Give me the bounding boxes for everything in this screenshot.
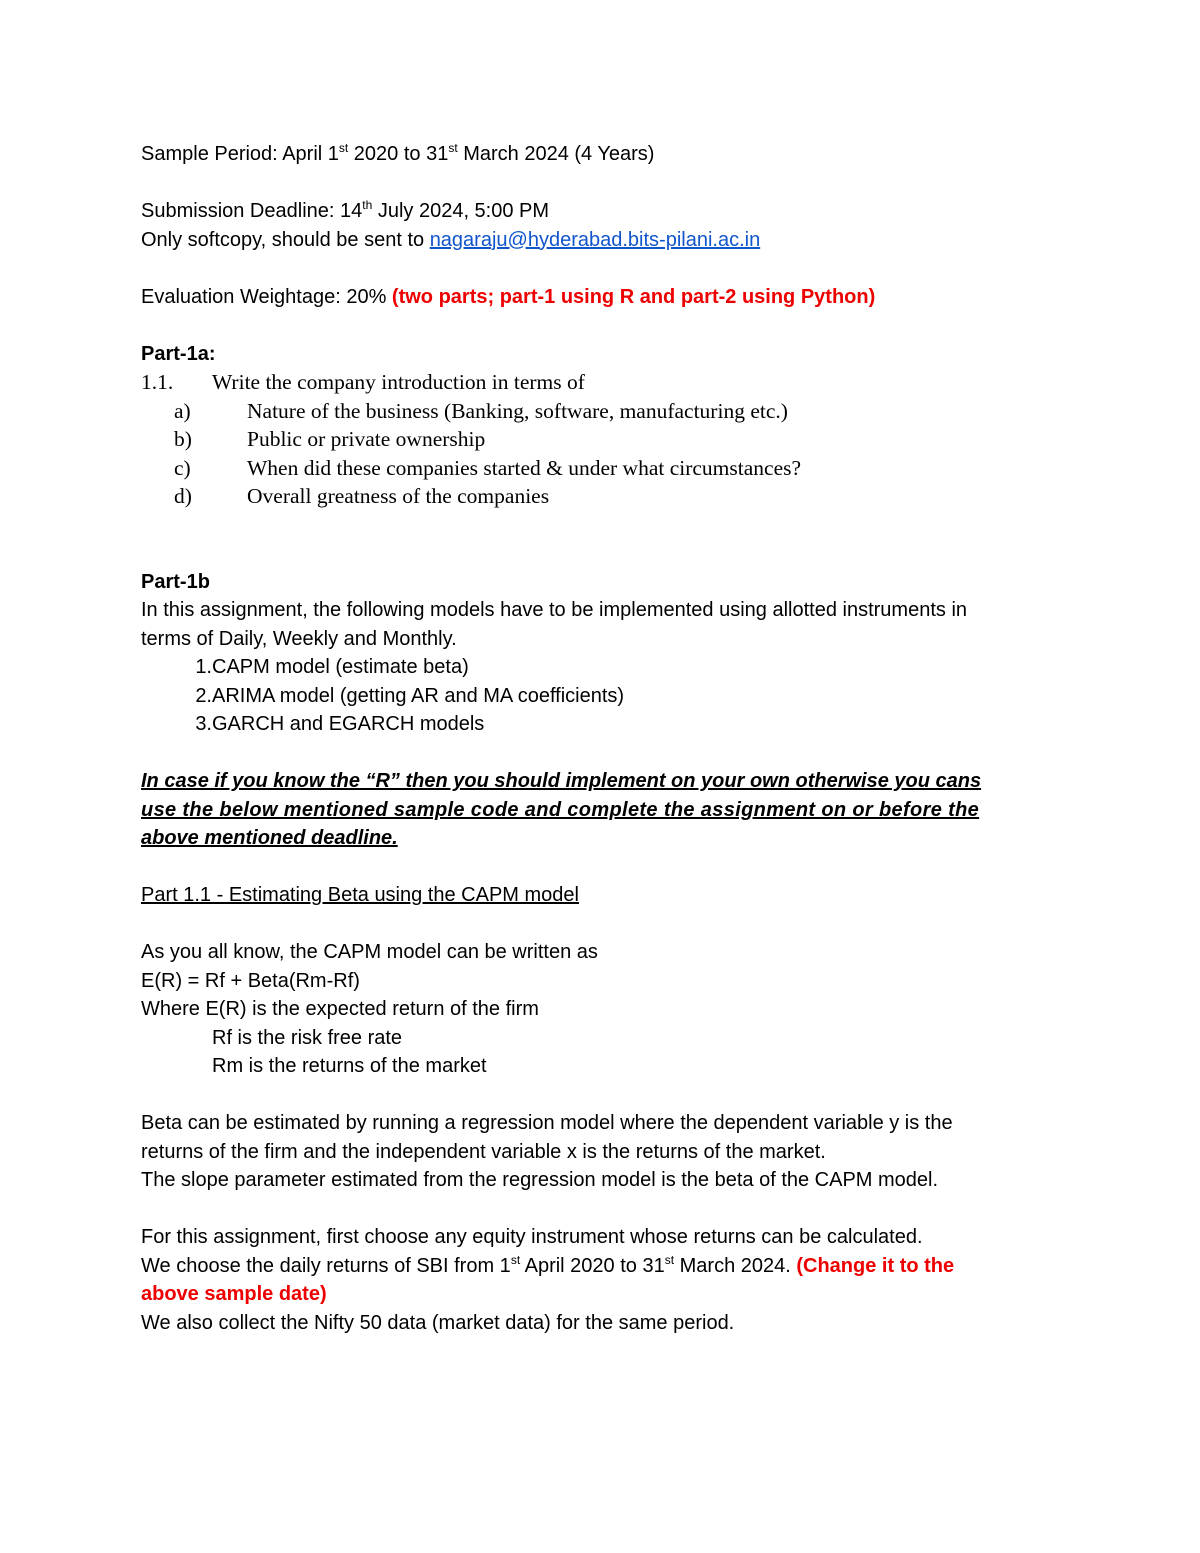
part1a-subitem-d: d) Overall greatness of the companies <box>174 484 550 508</box>
sample-period: Sample Period: April 1st 2020 to 31st March 2024 (4 Years) <box>141 141 655 165</box>
part1b-intro-line2: terms of Daily, Weekly and Monthly. <box>141 627 457 650</box>
capm-where-rm: Rm is the returns of the market <box>212 1055 487 1077</box>
evaluation-weightage: Evaluation Weightage: 20% (two parts; part-1 using R and part-2 using Python) <box>141 285 876 308</box>
list-item: 3. GARCH and EGARCH models <box>195 713 485 735</box>
nifty-line: We also collect the Nifty 50 data (market data) for the same period. <box>141 1311 735 1334</box>
evaluation-highlight: (two parts; part-1 using R and part-2 using Python) <box>391 285 876 308</box>
softcopy-line: Only softcopy, should be sent to nagaraju@hyderabad.bits-pilani.ac.in <box>141 228 761 251</box>
list-item: 1. CAPM model (estimate beta) <box>195 656 469 678</box>
instruction-note: In case if you know the “R” then you should implement on your own otherwise you cans use the below mentioned sample code and complete the assignment on or before the above mentioned deadline. <box>141 770 982 849</box>
email-link[interactable]: nagaraju@hyderabad.bits-pilani.ac.in <box>429 228 761 251</box>
sbi-returns-line: We choose the daily returns of SBI from 1st April 2020 to 31st March 2024. (Change it to the <box>141 1252 955 1277</box>
part1a-subitem-b: b) Public or private ownership <box>174 427 486 451</box>
document-content <box>141 140 1061 1337</box>
beta-para-line3: The slope parameter estimated from the regression model is the beta of the CAPM model. <box>141 1169 939 1191</box>
part1a-item: 1.1. Write the company introduction in terms of <box>141 370 585 394</box>
part1b-intro-line1: In this assignment, the following models have to be implemented using allotted instruments in <box>141 599 968 621</box>
models-list <box>141 653 1061 739</box>
part1b-heading: Part-1b <box>141 570 210 593</box>
capm-intro: As you all know, the CAPM model can be written as <box>141 941 598 963</box>
list-item: 2. ARIMA model (getting AR and MA coefficients) <box>195 684 625 707</box>
capm-where-er: Where E(R) is the expected return of the firm <box>141 998 539 1020</box>
part1a-subitem-a: a) Nature of the business (Banking, software, manufacturing etc.) <box>174 398 788 423</box>
beta-para-line2: returns of the firm and the independent variable x is the returns of the market. <box>141 1140 826 1163</box>
beta-para-line1: Beta can be estimated by running a regression model where the dependent variable y is the <box>141 1112 953 1134</box>
part1a-subitem-c: c) When did these companies started & under what circumstances? <box>174 455 802 480</box>
part1a-heading: Part-1a: <box>141 342 216 365</box>
sample-date-note: above sample date) <box>141 1283 327 1305</box>
capm-where-rf: Rf is the risk free rate <box>212 1026 403 1049</box>
part11-heading: Part 1.1 - Estimating Beta using the CAPM model <box>141 884 579 906</box>
capm-formula: E(R) = Rf + Beta(Rm-Rf) <box>141 969 360 992</box>
submission-deadline: Submission Deadline: 14th July 2024, 5:00 PM <box>141 198 550 222</box>
choose-instrument: For this assignment, first choose any equity instrument whose returns can be calculated. <box>141 1226 923 1248</box>
